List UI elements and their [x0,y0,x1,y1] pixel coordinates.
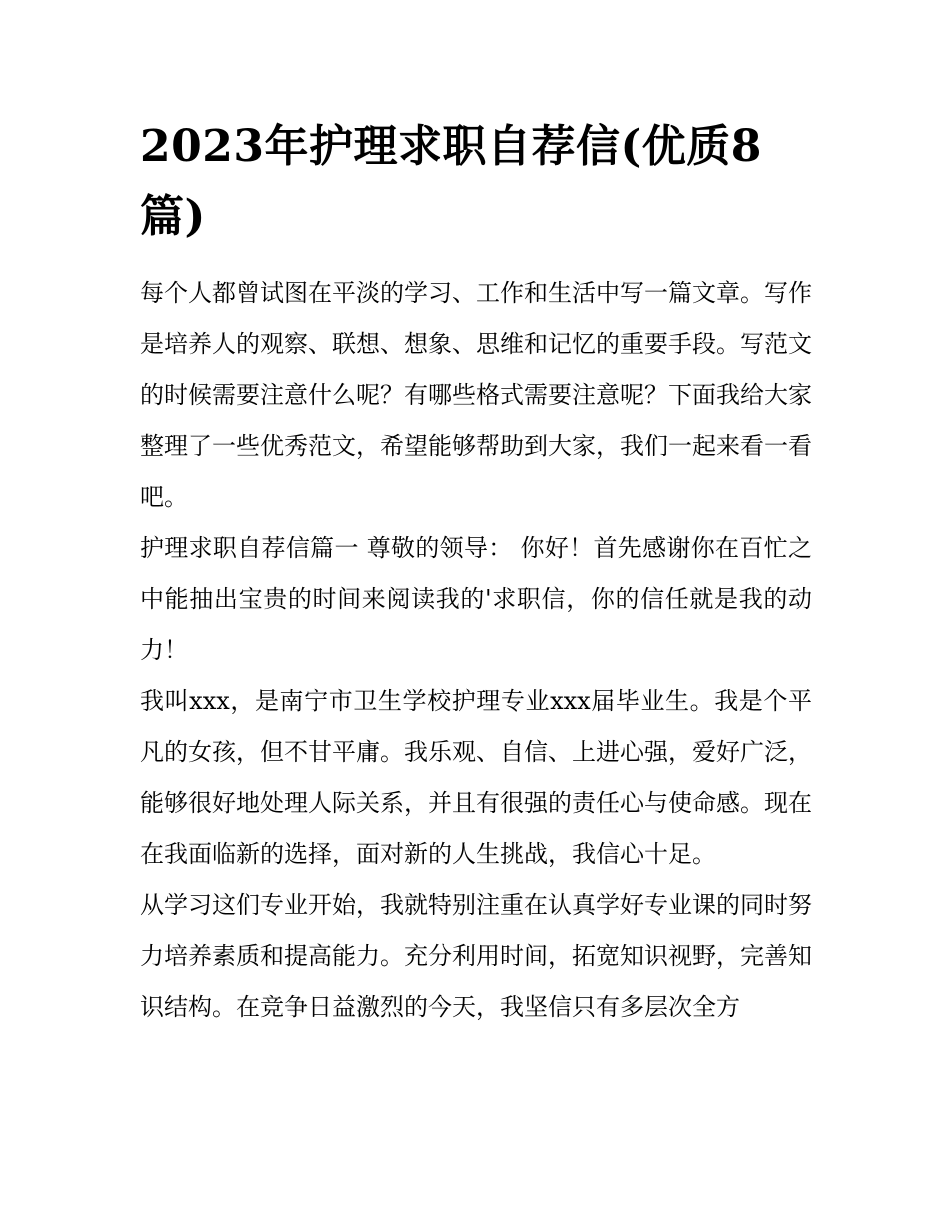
document-page [140,112,812,1033]
document-title: 2023年护理求职自荐信(优质8篇) [140,121,762,242]
intro-paragraph: 每个人都曾试图在平淡的学习、工作和生活中写一篇文章。写作是培养人的观察、联想、想象、思维和记忆的重要手段。写范文的时候需要注意什么呢？有哪些格式需要注意呢？下面我给大家整理了一些优秀范文，希望能够帮助到大家，我们一起来看一看吧。 [140,279,812,511]
study-paragraph: 从学习这们专业开始，我就特别注重在认真学好专业课的同时努力培养素质和提高能力。充分利用时间，拓宽知识视野，完善知识结构。在竞争日益激烈的今天，我坚信只有多层次全方 [140,891,812,1021]
letter-greeting-paragraph: 护理求职自荐信篇一 尊敬的领导： 你好！首先感谢你在百忙之中能抽出宝贵的时间来阅读我的'求职信，你的信任就是我的动力！ [140,534,812,664]
self-introduction-paragraph: 我叫xxx，是南宁市卫生学校护理专业xxx届毕业生。我是个平凡的女孩，但不甘平庸。我乐观、自信、上进心强，爱好广泛，能够很好地处理人际关系，并且有很强的责任心与使命感。现在在我面临新的选择，面对新的人生挑战，我信心十足。 [140,687,812,868]
